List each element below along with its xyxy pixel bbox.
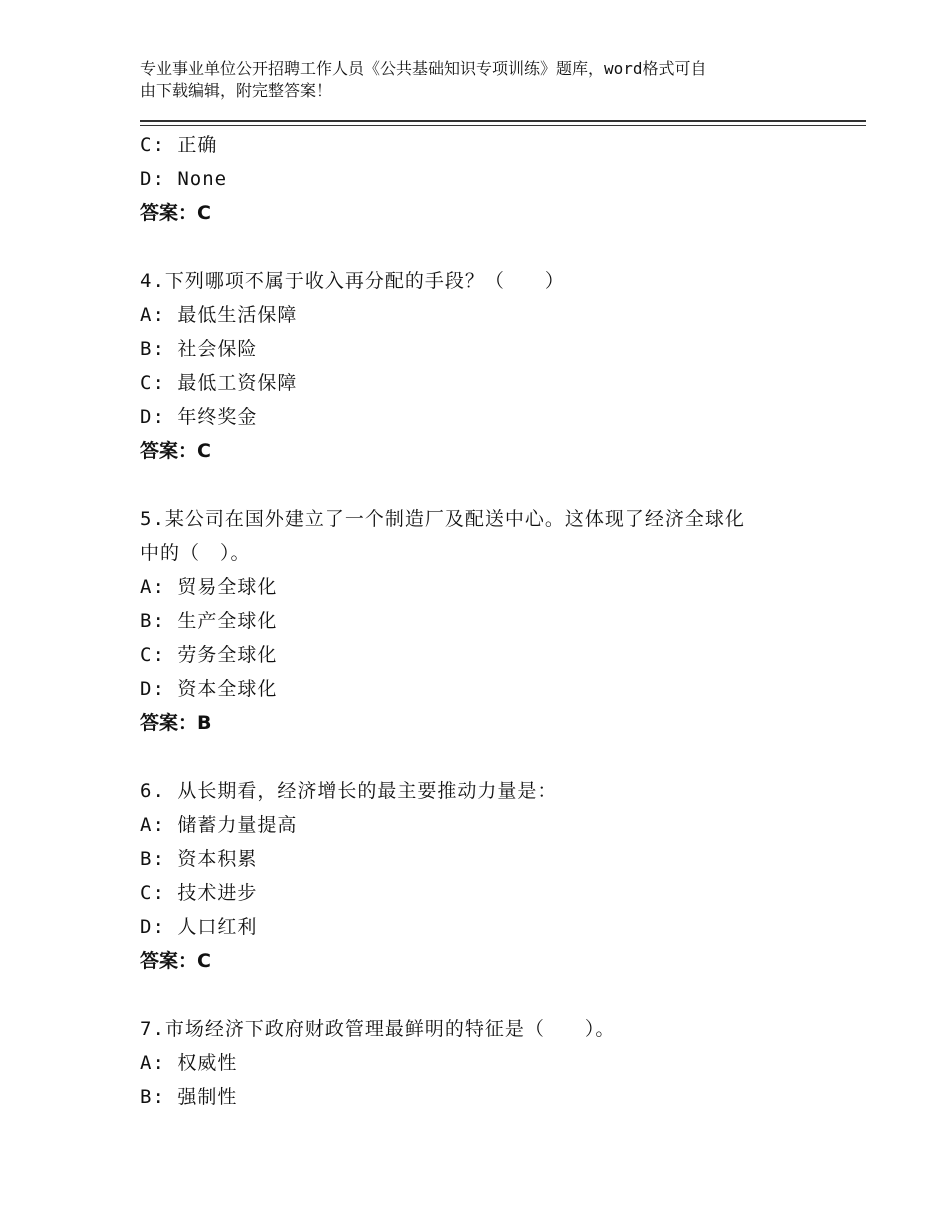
option-b: B: 强制性 — [140, 1086, 238, 1108]
previous-question-tail — [140, 128, 840, 230]
question-text: 6. 从长期看，经济增长的最主要推动力量是： — [140, 780, 558, 802]
answer-label: 答案：C — [140, 950, 211, 972]
option-a: A: 最低生活保障 — [140, 304, 298, 326]
spacer — [140, 740, 840, 774]
option-a: A: 储蓄力量提高 — [140, 814, 298, 836]
spacer — [140, 230, 840, 264]
option-d: D: 人口红利 — [140, 916, 258, 938]
option-a: A: 权威性 — [140, 1052, 238, 1074]
question-text-line-2: 中的（ ）。 — [140, 542, 251, 564]
question-text: 4.下列哪项不属于收入再分配的手段？（ ） — [140, 270, 565, 292]
question-6 — [140, 774, 840, 978]
option-c: C: 最低工资保障 — [140, 372, 298, 394]
option-d: D: 资本全球化 — [140, 678, 278, 700]
question-text: 7.市场经济下政府财政管理最鲜明的特征是（ ）。 — [140, 1018, 616, 1040]
question-4 — [140, 264, 840, 468]
question-list — [140, 128, 840, 1114]
answer-label: 答案：C — [140, 202, 211, 224]
option-c: C: 劳务全球化 — [140, 644, 278, 666]
document-header — [140, 58, 820, 102]
header-line-1: 专业事业单位公开招聘工作人员《公共基础知识专项训练》题库，word格式可自 — [140, 59, 707, 78]
spacer — [140, 468, 840, 502]
option-c: C: 技术进步 — [140, 882, 258, 904]
option-d: D: 年终奖金 — [140, 406, 258, 428]
answer-label: 答案：C — [140, 440, 211, 462]
option-c: C: 正确 — [140, 134, 218, 156]
option-b: B: 社会保险 — [140, 338, 258, 360]
header-line-2: 由下载编辑，附完整答案！ — [140, 81, 333, 100]
header-rule-thin — [140, 125, 866, 126]
question-7 — [140, 1012, 840, 1114]
question-text-line-1: 5.某公司在国外建立了一个制造厂及配送中心。这体现了经济全球化 — [140, 508, 745, 530]
option-d: D: None — [140, 168, 228, 190]
question-5 — [140, 502, 840, 740]
option-b: B: 生产全球化 — [140, 610, 278, 632]
header-rule-thick — [140, 120, 866, 122]
spacer — [140, 978, 840, 1012]
answer-label: 答案：B — [140, 712, 212, 734]
option-a: A: 贸易全球化 — [140, 576, 278, 598]
option-b: B: 资本积累 — [140, 848, 258, 870]
